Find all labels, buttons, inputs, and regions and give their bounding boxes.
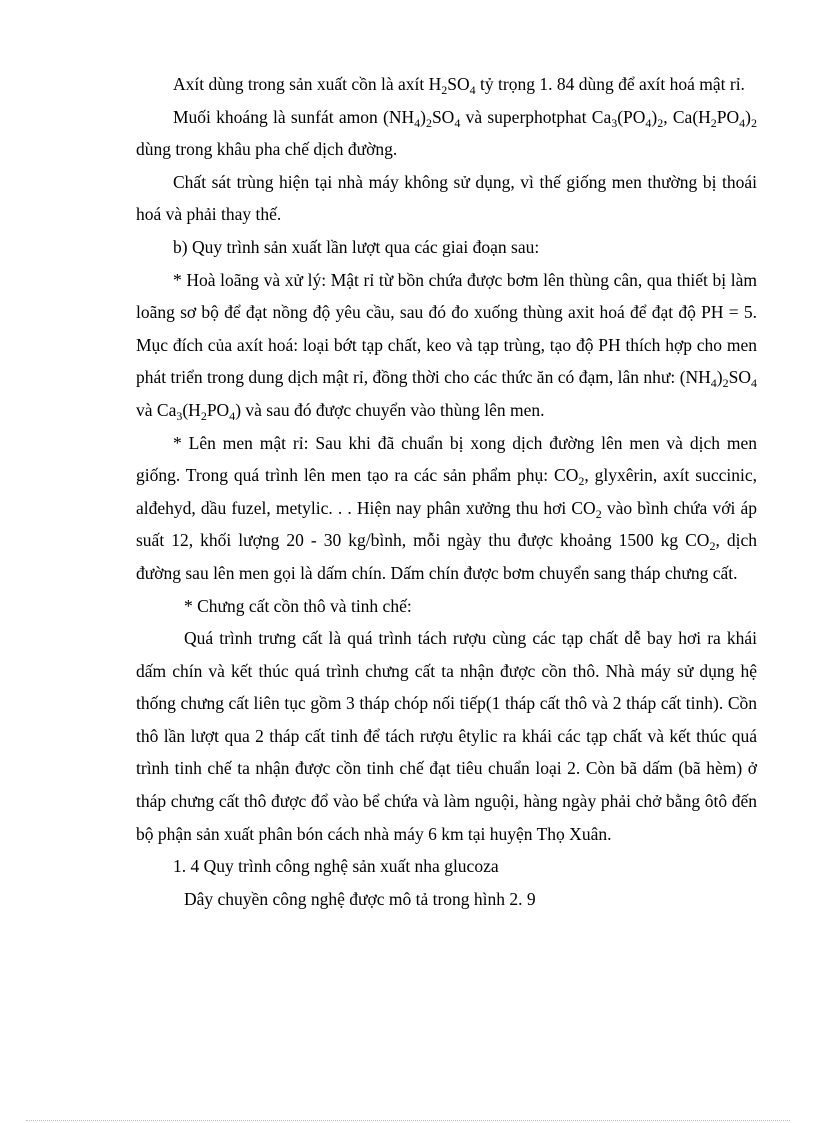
paragraph-figure-reference: Dây chuyền công nghệ được mô tả trong hình 2. 9	[184, 888, 536, 909]
paragraph-fermentation: * Lên men mật rỉ: Sau khi đã chuẩn bị xong dịch đường lên men và dịch men giống. Trong quá trình lên men tạo ra các sản phẩm phụ: $CO_2$, glyxêrin, axít succinic, alđehyd, dầu fuzel, metylic. . . Hiện nay phân xưởng thu hơi $CO_2$ vào bình chứa với áp suất 12, khối lượng 20 - 30 kg/bình, mỗi ngày thu được khoảng 1500 kg $CO_2$, dịch đường sau lên men gọi là dấm chín. Dấm chín được bơm chuyển sang tháp chưng cất.	[136, 432, 757, 583]
section-heading-glucose: 1. 4 Quy trình công nghệ sản xuất nha glucoza	[173, 856, 499, 877]
paragraph-minerals: Muối khoáng là sunfát amon $(NH_4)_2SO_4$ và superphotphat $Ca_3(PO_4)_2$, $Ca(H_2PO_4)_2$ dùng trong khâu pha chế dịch đường.	[136, 106, 757, 160]
footer-divider	[26, 1120, 790, 1121]
paragraph-dilution: * Hoà loãng và xử lý: Mật rỉ từ bồn chứa được bơm lên thùng cân, qua thiết bị làm loãng sơ bộ để đạt nồng độ yêu cầu, sau đó đo xuống thùng axit hoá để đạt độ PH = 5. Mục đích của axít hoá: loại bớt tạp chất, keo và tạp trùng, tạo độ PH thích hợp cho men phát triển trong dung dịch mật rỉ, đồng thời cho các thức ăn có đạm, lân như: $(NH_4)_2SO_4$ và $Ca_3(H_2PO_4)$ và sau đó được chuyển vào thùng lên men.	[136, 269, 757, 423]
paragraph-distillation: Quá trình trưng cất là quá trình tách rượu cùng các tạp chất dễ bay hơi ra khái dấm chín và kết thúc quá trình chưng cất ta nhận được cồn thô. Nhà máy sử dụng hệ thống chưng cất liên tục gồm 3 tháp chóp nối tiếp(1 tháp cất thô và 2 tháp cất tinh). Cồn thô lần lượt qua 2 tháp cất tinh để tách rượu êtylic ra khái các tạp chất và kết thúc quá trình tinh chế ta nhận được cồn tinh chế đạt tiêu chuẩn loại 2. Còn bã dấm (bã hèm) ở tháp chưng cất thô được đổ vào bể chứa và làm nguội, hàng ngày phải chở bằng ôtô đến bộ phận sản xuất phân bón cách nhà máy 6 km tại huyện Thọ Xuân.	[136, 628, 757, 844]
paragraph-distillation-heading: * Chưng cất cồn thô và tinh chế:	[184, 595, 412, 616]
paragraph-process-heading: b) Quy trình sản xuất lần lượt qua các giai đoạn sau:	[173, 236, 540, 257]
paragraph-disinfectant: Chất sát trùng hiện tại nhà máy không sử dụng, vì thế giống men thường bị thoái hoá và phải thay thế.	[136, 171, 757, 225]
document-body	[136, 68, 757, 915]
paragraph-acid: Axít dùng trong sản xuất cồn là axít $H_2SO_4$ tỷ trọng 1. 84 dùng để axít hoá mật rỉ.	[173, 74, 745, 97]
